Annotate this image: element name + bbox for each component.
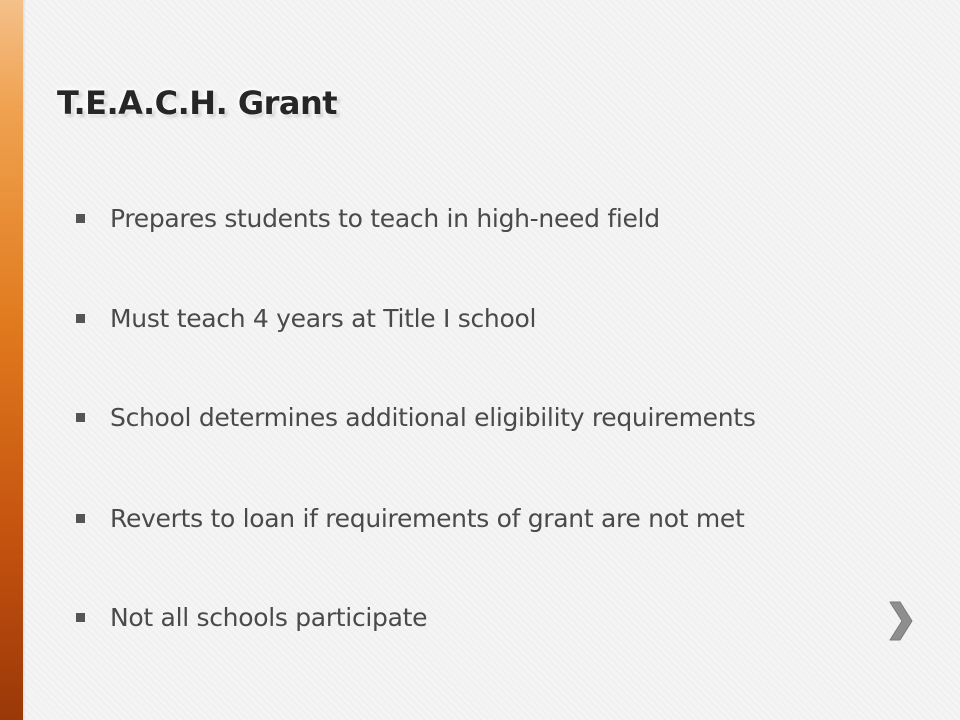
square-bullet-icon (76, 413, 85, 422)
accent-side-bar (0, 0, 23, 720)
square-bullet-icon (76, 613, 85, 622)
square-bullet-icon (76, 514, 85, 523)
bullet-text: Reverts to loan if requirements of grant are not met (110, 503, 745, 533)
bullet-text: School determines additional eligibility requirements (110, 402, 756, 432)
bullet-text: Not all schools participate (110, 602, 428, 632)
bullet-item (76, 298, 536, 338)
slide-title: T.E.A.C.H. Grant (57, 84, 338, 122)
chevron-right-icon (878, 596, 922, 646)
bullet-text: Prepares students to teach in high-need field (110, 203, 660, 233)
square-bullet-icon (76, 314, 85, 323)
square-bullet-icon (76, 214, 85, 223)
bullet-text: Must teach 4 years at Title I school (110, 303, 537, 333)
bullet-item (76, 498, 745, 538)
bullet-item (76, 597, 427, 637)
next-slide-button[interactable] (878, 596, 922, 646)
accent-side-bar-shadow (23, 0, 26, 720)
bullet-item (76, 198, 660, 238)
bullet-item (76, 397, 756, 437)
